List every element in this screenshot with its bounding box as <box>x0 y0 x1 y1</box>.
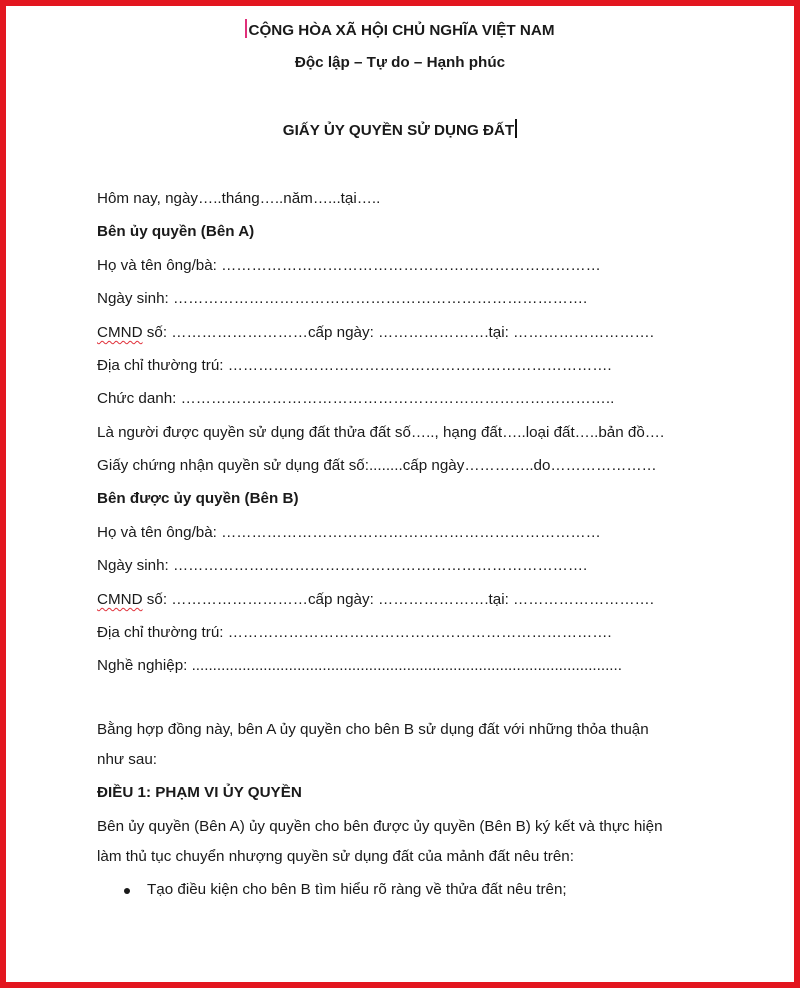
national-title-line <box>0 19 800 41</box>
party-b-id-rest: số: ………………………cấp ngày: ………………….tại: ………………………. <box>142 591 654 608</box>
article-1-heading: ĐIỀU 1: PHẠM VI ỦY QUYỀN <box>97 784 302 801</box>
bullet-icon <box>124 888 130 894</box>
motto: Độc lập – Tự do – Hạnh phúc <box>294 54 506 71</box>
party-b-address-line: Địa chỉ thường trú: …………………………………………………………………. <box>97 624 612 641</box>
national-title: CỘNG HÒA XÃ HỘI CHỦ NGHĨA VIỆT NAM <box>248 22 555 39</box>
spellcheck-word: CMND <box>97 324 143 341</box>
party-a-land-line: Là người được quyền sử dụng đất thửa đất số….., hạng đất…..loại đất…..bản đồ…. <box>97 424 665 441</box>
party-a-address-line: Địa chỉ thường trú: …………………………………………………………………. <box>97 357 612 374</box>
party-a-id-rest: số: ………………………cấp ngày: ………………….tại: ………………………. <box>142 324 654 341</box>
party-a-heading: Bên ủy quyền (Bên A) <box>97 223 255 240</box>
article-1-line-2: làm thủ tục chuyển nhượng quyền sử dụng đất của mảnh đất nêu trên: <box>97 848 574 865</box>
party-a-id-line <box>97 323 654 343</box>
party-a-name-line: Họ và tên ông/bà: ………………………………………………………………… <box>97 257 601 274</box>
article-1-line-1: Bên ủy quyền (Bên A) ủy quyền cho bên được ủy quyền (Bên B) ký kết và thực hiện <box>97 818 663 835</box>
party-b-name-line: Họ và tên ông/bà: ………………………………………………………………… <box>97 524 601 541</box>
party-a-certificate-line: Giấy chứng nhận quyền sử dụng đất số:........cấp ngày…………..do………………… <box>97 457 657 474</box>
agreement-line-1: Bằng hợp đồng này, bên A ủy quyền cho bên B sử dụng đất với những thỏa thuận <box>97 721 649 738</box>
bullet-item: Tạo điều kiện cho bên B tìm hiểu rõ ràng về thửa đất nêu trên; <box>147 881 567 898</box>
party-b-dob-line: Ngày sinh: ………………………………………………………………………. <box>97 557 588 574</box>
party-b-job-line: Nghề nghiệp: ...................................................................................................... <box>97 657 622 674</box>
text-cursor <box>515 119 517 138</box>
party-b-heading: Bên được ủy quyền (Bên B) <box>97 490 299 507</box>
party-b-id-line <box>97 590 654 610</box>
intro-line: Hôm nay, ngày…..tháng…..năm…...tại….. <box>97 190 381 207</box>
spellcheck-word: CMND <box>97 591 143 608</box>
document-title-line <box>0 119 800 141</box>
document-title: GIẤY ỦY QUYỀN SỬ DỤNG ĐẤT <box>282 122 515 139</box>
agreement-line-2: như sau: <box>97 751 157 768</box>
party-a-title-line: Chức danh: ………………………………………………………………………….. <box>97 390 615 407</box>
party-a-dob-line: Ngày sinh: ………………………………………………………………………. <box>97 290 588 307</box>
